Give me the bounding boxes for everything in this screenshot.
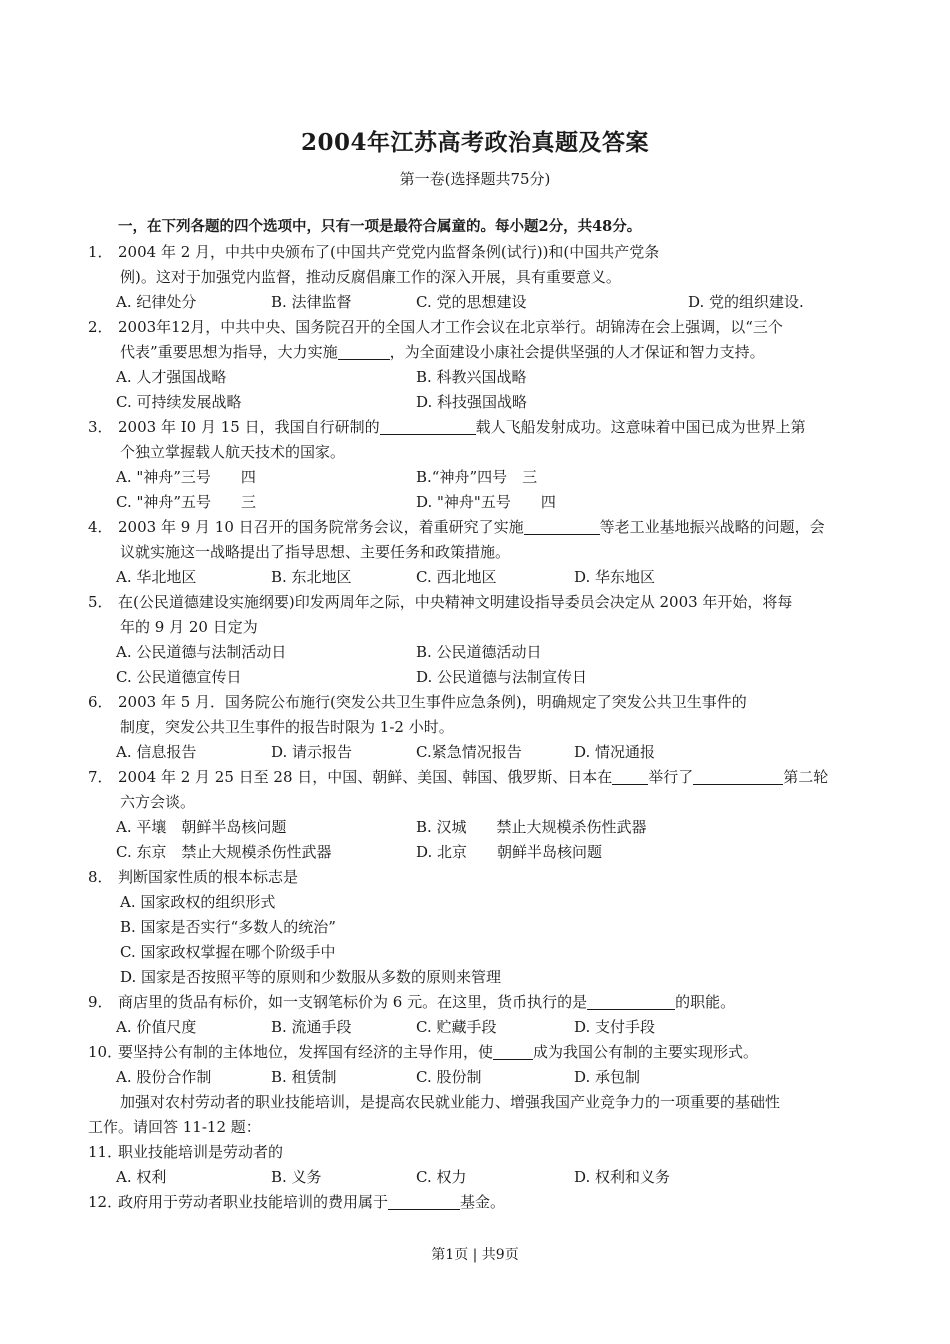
question-text: 六方会谈。 (120, 793, 196, 811)
question-5 (88, 590, 868, 690)
option-a: A. 国家政权的组织形式 (120, 893, 276, 911)
answer-blank (380, 418, 476, 435)
option-a: A. 股份合作制 (116, 1068, 212, 1086)
option-d: D. 权利和义务 (574, 1168, 671, 1186)
question-text: 商店里的货品有标价，如一支钢笔标价为 6 元。在这里，货币执行的是 (118, 993, 588, 1011)
question-text: 代表”重要思想为指导，大力实施 (120, 343, 338, 361)
question-text: 要坚持公有制的主体地位，发挥国有经济的主导作用，使 (118, 1043, 494, 1061)
option-c: C. 公民道德宣传日 (116, 668, 242, 686)
question-text: 举行了 (648, 768, 694, 786)
option-row (88, 365, 868, 390)
question-text: 在(公民道德建设实施纲要)印发两周年之际，中央精神文明建设指导委员会决定从 2003 年开始，将每 (118, 593, 793, 611)
answer-blank (612, 768, 648, 785)
question-number: 9． (88, 993, 113, 1011)
option-b: B. 汉城 禁止大规模杀伤性武器 (416, 818, 647, 836)
option-row (88, 565, 868, 590)
option-row (88, 665, 868, 690)
question-text: 制度，突发公共卫生事件的报告时限为 1-2 小时。 (120, 718, 454, 736)
answer-blank (493, 1043, 533, 1060)
question-text: 判断国家性质的根本标志是 (118, 868, 299, 886)
question-text: 的职能。 (675, 993, 736, 1011)
question-number: 4． (88, 518, 113, 536)
question-number: 7． (88, 768, 113, 786)
question-number: 2． (88, 318, 113, 336)
option-d: D. 党的组织建设. (688, 293, 804, 311)
question-number: 8． (88, 868, 113, 886)
option-a: A. 公民道德与法制活动日 (116, 643, 287, 661)
question-list (88, 214, 868, 1215)
question-8 (88, 865, 868, 990)
option-a: A. 信息报告 (116, 743, 197, 761)
question-1 (88, 240, 868, 315)
option-row (88, 290, 868, 315)
answer-blank (338, 343, 390, 360)
option-row (88, 1015, 868, 1040)
question-text: 2003 年 5 月．国务院公布施行(突发公共卫生事件应急条例)，明确规定了突发公共卫生事件的 (118, 693, 747, 711)
question-number: 5． (88, 593, 113, 611)
option-row (88, 740, 868, 765)
question-11 (88, 1140, 868, 1190)
question-text: 基金。 (460, 1193, 506, 1211)
reading-passage (88, 1090, 868, 1140)
question-text: 年的 9 月 20 日定为 (120, 618, 258, 636)
option-b: B. 租赁制 (271, 1068, 337, 1086)
option-a: A. 纪律处分 (116, 293, 197, 311)
question-text: 议就实施这一战略提出了指导思想、主要任务和政策措施。 (120, 543, 511, 561)
option-d: D. 科技强国战略 (416, 393, 528, 411)
option-b: B.“神舟”四号 三 (416, 468, 538, 486)
option-b: B. 科教兴国战略 (416, 368, 527, 386)
option-d: D. 支付手段 (574, 1018, 656, 1036)
answer-blank (587, 993, 675, 1010)
option-row (88, 390, 868, 415)
question-text: 2004 年 2 月 25 日至 28 日，中国、朝鲜、美国、韩国、俄罗斯、日本在 (118, 768, 613, 786)
answer-blank (388, 1193, 460, 1210)
option-d: D. 公民道德与法制宣传日 (416, 668, 588, 686)
option-d: D. 承包制 (574, 1068, 641, 1086)
option-b: D. 请示报告 (271, 743, 353, 761)
question-9 (88, 990, 868, 1040)
question-number: 1． (88, 243, 113, 261)
page-footer: 第1页 | 共9页 (431, 1247, 519, 1263)
option-row (88, 1165, 868, 1190)
option-row (88, 465, 868, 490)
option-b: B. 流通手段 (271, 1018, 352, 1036)
option-d: D. "神舟"五号 四 (416, 493, 556, 511)
option-d: D. 北京 朝鲜半岛核问题 (416, 843, 603, 861)
question-text: 2004 年 2 月，中共中央颁布了(中国共产党党内监督条例(试行))和(中国共产党条 (118, 243, 660, 261)
option-row (88, 840, 868, 865)
option-row (88, 490, 868, 515)
option-a: A. 华北地区 (116, 568, 197, 586)
question-7 (88, 765, 868, 865)
option-c: C. 权力 (416, 1168, 467, 1186)
question-text: 例)。这对于加强党内监督，推动反腐倡廉工作的深入开展，具有重要意义。 (120, 268, 621, 286)
option-a: A. 平壤 朝鲜半岛核问题 (116, 818, 287, 836)
option-a: A. 价值尺度 (116, 1018, 197, 1036)
question-number: 11． (88, 1143, 123, 1161)
answer-blank (524, 518, 600, 535)
question-text: 政府用于劳动者职业技能培训的费用属于 (118, 1193, 389, 1211)
option-c: C. 可持续发展战略 (116, 393, 242, 411)
option-a: A. 人才强国战略 (116, 368, 227, 386)
option-c: C. 西北地区 (416, 568, 497, 586)
option-c: C. "神舟”五号 三 (116, 493, 257, 511)
question-text: 2003 年 I0 月 15 日，我国自行研制的 (118, 418, 380, 436)
question-3 (88, 415, 868, 515)
question-text: 职业技能培训是劳动者的 (118, 1143, 284, 1161)
question-number: 12． (88, 1193, 123, 1211)
option-a: A. 权利 (116, 1168, 167, 1186)
question-text: 2003年12月，中共中央、国务院召开的全国人才工作会议在北京举行。胡锦涛在会上强调，以“三个 (118, 318, 783, 336)
option-b: B. 法律监督 (271, 293, 352, 311)
option-c: C. 东京 禁止大规模杀伤性武器 (116, 843, 332, 861)
option-b: B. 国家是否实行“多数人的统治” (120, 918, 336, 936)
question-2 (88, 315, 868, 415)
section-heading: 一，在下列各题的四个选项中，只有一项是最符合属童的。每小题2分，共48分。 (118, 218, 642, 235)
question-text: 成为我国公有制的主要实现形式。 (533, 1043, 759, 1061)
question-10 (88, 1040, 868, 1090)
question-number: 10． (88, 1043, 123, 1061)
document-title: 2004年江苏高考政治真题及答案 (300, 129, 649, 156)
question-6 (88, 690, 868, 765)
question-text: 等老工业基地振兴战略的问题，会 (599, 518, 825, 536)
passage-text: 工作。请回答 11-12 题： (88, 1118, 261, 1136)
question-number: 3． (88, 418, 113, 436)
option-c: C. 贮藏手段 (416, 1018, 497, 1036)
option-row (88, 1065, 868, 1090)
question-text: 2003 年 9 月 10 日召开的国务院常务会议，着重研究了实施 (118, 518, 524, 536)
option-row (88, 640, 868, 665)
answer-blank (693, 768, 783, 785)
document-subtitle: 第一卷(选择题共75分) (399, 170, 551, 188)
option-b: B. 义务 (271, 1168, 322, 1186)
option-row (88, 815, 868, 840)
question-12 (88, 1190, 868, 1215)
option-d: D. 情况通报 (574, 743, 656, 761)
option-c: C.紧急情况报告 (416, 743, 522, 761)
option-c: C. 国家政权掌握在哪个阶级手中 (120, 943, 336, 961)
question-text: 载人飞船发射成功。这意味着中国已成为世界上第 (475, 418, 806, 436)
question-text: 个独立掌握载人航天技术的国家。 (120, 443, 346, 461)
question-4 (88, 515, 868, 590)
option-b: B. 公民道德活动日 (416, 643, 542, 661)
option-d: D. 华东地区 (574, 568, 656, 586)
option-d: D. 国家是否按照平等的原则和少数服从多数的原则来管理 (120, 968, 502, 986)
option-b: B. 东北地区 (271, 568, 352, 586)
question-text: ，为全面建设小康社会提供坚强的人才保证和智力支持。 (389, 343, 765, 361)
option-c: C. 股份制 (416, 1068, 482, 1086)
question-text: 第二轮 (783, 768, 829, 786)
question-number: 6． (88, 693, 113, 711)
option-a: A. "神舟”三号 四 (116, 468, 256, 486)
option-c: C. 党的思想建设 (416, 293, 527, 311)
passage-text: 加强对农村劳动者的职业技能培训，是提高农民就业能力、增强我国产业竞争力的一项重要的基础性 (120, 1093, 781, 1111)
